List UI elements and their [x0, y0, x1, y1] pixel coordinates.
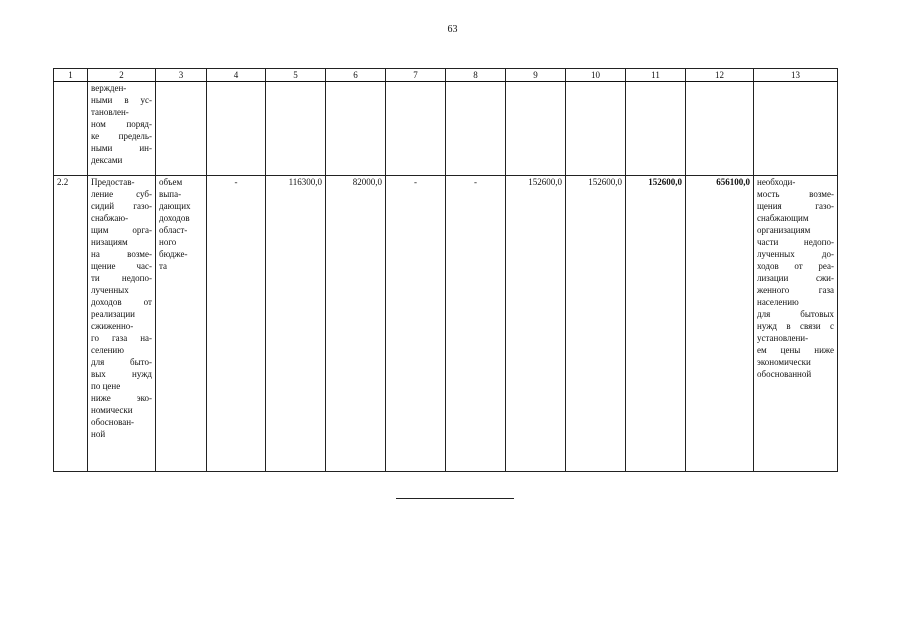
cell-text-line: ниже эко-	[91, 393, 152, 403]
cell-text-line: селению	[91, 345, 124, 355]
header-cell: 1	[54, 69, 88, 82]
cell-text-line: мость возме-	[757, 189, 834, 199]
table-cell	[686, 82, 754, 176]
cell-text-line: го газа на-	[91, 333, 152, 343]
header-cell: 2	[88, 69, 156, 82]
continuation-text-cell	[88, 82, 156, 176]
header-cell: 9	[506, 69, 566, 82]
budget-table	[53, 68, 838, 472]
cell-text-line: низациям	[91, 237, 128, 247]
cell-text-line: дексами	[91, 155, 123, 165]
cell-text-line: снабжающим	[757, 213, 809, 223]
cell-text-line: щения газо-	[757, 201, 834, 211]
table-cell	[446, 82, 506, 176]
header-cell: 8	[446, 69, 506, 82]
table-cell	[626, 82, 686, 176]
indicator-cell	[156, 176, 207, 472]
cell-text-line: обоснованной	[757, 369, 812, 379]
cell-text-line: ной	[91, 429, 106, 439]
cell-text-line: номически	[91, 405, 133, 415]
table-cell	[266, 82, 326, 176]
value-cell-col7: -	[386, 176, 446, 472]
cell-text-line: для бытовых	[757, 309, 834, 319]
cell-text-line: щим орга-	[91, 225, 152, 235]
table-cell	[54, 82, 88, 176]
cell-text-line: ными в ус-	[91, 95, 152, 105]
cell-text-line: населению	[757, 297, 799, 307]
cell-text-line: ными ин-	[91, 143, 152, 153]
table-cell	[506, 82, 566, 176]
cell-text-line: необходи-	[757, 177, 796, 187]
header-cell: 3	[156, 69, 207, 82]
table-cell	[156, 82, 207, 176]
cell-text-line: лученных	[91, 285, 129, 295]
cell-text-line: доходов	[159, 213, 190, 223]
cell-text-line: организациям	[757, 225, 811, 235]
note-cell	[754, 176, 838, 472]
table-header-row	[54, 69, 838, 82]
cell-text-line: снабжаю-	[91, 213, 129, 223]
cell-text-line: ке предель-	[91, 131, 152, 141]
value-cell-col10: 152600,0	[566, 176, 626, 472]
cell-text-line: ти недопо-	[91, 273, 152, 283]
cell-text-line: на возме-	[91, 249, 152, 259]
cell-text-line: объем	[159, 177, 183, 187]
cell-text-line: вержден-	[91, 83, 127, 93]
cell-text-line: ем цены ниже	[757, 345, 834, 355]
value-cell-col4: -	[207, 176, 266, 472]
cell-text-line: выпа-	[159, 189, 182, 199]
table-cell	[386, 82, 446, 176]
cell-text-line: ходов от реа-	[757, 261, 834, 271]
table-row-continuation	[54, 82, 838, 176]
table-cell	[566, 82, 626, 176]
cell-text-line: реализации	[91, 309, 135, 319]
cell-text-line: нужд в связи с	[757, 321, 834, 331]
cell-text-line: щение час-	[91, 261, 152, 271]
cell-text-line: бюдже-	[159, 249, 188, 259]
page-number: 63	[447, 24, 458, 35]
header-cell: 13	[754, 69, 838, 82]
cell-text-line: та	[159, 261, 168, 271]
cell-text-line: ление суб-	[91, 189, 152, 199]
value-cell-col11: 152600,0	[626, 176, 686, 472]
header-cell: 11	[626, 69, 686, 82]
value-cell-col12: 656100,0	[686, 176, 754, 472]
footer-divider	[396, 498, 514, 499]
header-cell: 10	[566, 69, 626, 82]
cell-text-line: для быто-	[91, 357, 152, 367]
description-cell	[88, 176, 156, 472]
cell-text-line: ном поряд-	[91, 119, 152, 129]
cell-text-line: по цене	[91, 381, 121, 391]
value-cell-col6: 82000,0	[326, 176, 386, 472]
cell-text-line: вых нужд	[91, 369, 152, 379]
cell-text-line: установлени-	[757, 333, 809, 343]
cell-text-line: лизации сжи-	[757, 273, 834, 283]
cell-text-line: экономически	[757, 357, 811, 367]
table-cell	[754, 82, 838, 176]
cell-text-line: женного газа	[757, 285, 834, 295]
header-cell: 4	[207, 69, 266, 82]
header-cell: 5	[266, 69, 326, 82]
table-cell	[207, 82, 266, 176]
cell-text-line: дающих	[159, 201, 191, 211]
cell-text-line: Предостав-	[91, 177, 135, 187]
cell-text-line: обоснован-	[91, 417, 135, 427]
cell-text-line: сжиженно-	[91, 321, 134, 331]
cell-text-line: сидий газо-	[91, 201, 152, 211]
value-cell-col8: -	[446, 176, 506, 472]
value-cell-col5: 116300,0	[266, 176, 326, 472]
cell-text-line: части недопо-	[757, 237, 834, 247]
row-number-cell: 2.2	[54, 176, 88, 472]
cell-text-line: тановлен-	[91, 107, 129, 117]
cell-text-line: ного	[159, 237, 177, 247]
value-cell-col9: 152600,0	[506, 176, 566, 472]
table-cell	[326, 82, 386, 176]
cell-text-line: доходов от	[91, 297, 152, 307]
header-cell: 7	[386, 69, 446, 82]
table-row-2-2	[54, 176, 838, 472]
header-cell: 6	[326, 69, 386, 82]
header-cell: 12	[686, 69, 754, 82]
cell-text-line: област-	[159, 225, 188, 235]
cell-text-line: лученных до-	[757, 249, 834, 259]
